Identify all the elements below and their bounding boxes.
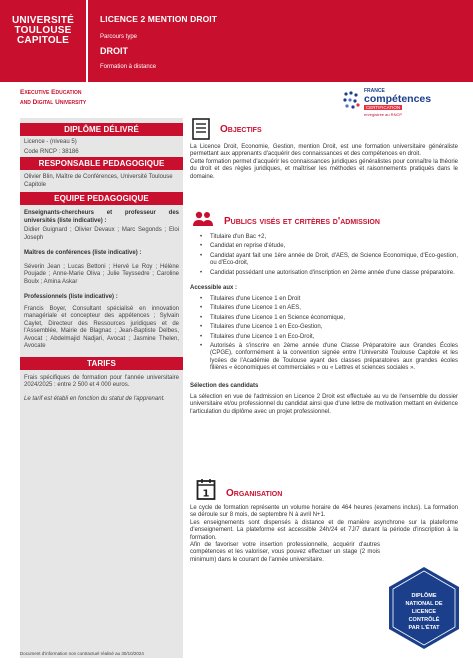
objectifs-title: Objectifs: [220, 124, 262, 135]
logo-line-2: TOULOUSE: [14, 25, 72, 36]
sidebar: [20, 118, 183, 658]
objectifs-p1: La Licence Droit, Economie, Gestion, mention Droit, est une formation universitaire généraliste permettant aux apprenants d'acquérir des connaissances et des compétences en droit.: [190, 144, 458, 158]
svg-text:1: 1: [202, 488, 210, 500]
critere-4: • Candidat possédant une autorisation d'inscription en 2ème année d'une classe préparatoire.: [190, 270, 458, 277]
maitres-list: Séverin Jean ; Lucas Bettoni ; Hervé Le Roy ; Hélène Poujade ; Anne-Marie Oliva ; Julie Teyssedre ; Caroline Boulx ; Amina Askar: [24, 263, 179, 285]
acces-5: • Titulaires d'une Licence 1 en Eco-Droit,: [190, 334, 458, 341]
critere-2: • Candidat en reprise d'étude,: [190, 243, 458, 250]
formation-mode: Formation à distance: [100, 64, 157, 70]
enseignants-subheading: Enseignants-chercheurs et professeur des universités (liste indicative) :: [24, 210, 179, 224]
university-logo: [0, 0, 86, 82]
logo-line-1: UNIVERSITÉ: [11, 15, 74, 26]
logo-line-3: CAPITOLE: [17, 35, 69, 46]
publics-title: Publics visés et critères d'admission: [224, 216, 380, 227]
acces-6: • Autorisés à s'inscrire en 2ème année d'une Classe Préparatoire aux Grandes Écoles (CPGE), conformément à la convention signée entre l'Université Toulouse Capitole et les lycées de l'Académie de Toulouse ayant des classes préparatoires aux grandes écoles filières « économiques et commerciales » ou « Lettres et sciences sociales ».: [190, 343, 458, 373]
organisation-p1: Le cycle de formation représente un volume horaire de 464 heures (examens inclus). La formation se déroule sur 8 mois, de septembre N à avril N+1.: [190, 505, 458, 519]
fc-name: compétences: [364, 93, 432, 105]
organisation-p3: Afin de favoriser votre insertion professionnelle, acquérir d'autres compétences et les valoriser, vous pouvez effectuer un stage (2 mois minimum) dans le courant de l'année universitaire.: [190, 542, 380, 563]
acces-4: • Titulaires d'une Licence 1 en Eco-Gestion,: [190, 324, 458, 331]
responsable-heading: RESPONSABLE PEDAGOGIQUE: [20, 157, 183, 170]
diplome-national-badge: [387, 565, 461, 651]
badge-line-2: NATIONAL DE: [405, 601, 443, 607]
acces-2: • Titulaires d'une Licence 1 en AES,: [190, 305, 458, 312]
acces-label: Accessible aux :: [190, 285, 238, 292]
users-icon: [192, 210, 214, 228]
footer-note: Document d'information non contractuel réalisé au 30/10/2024: [20, 651, 144, 656]
objectifs-p2: Cette formation permet d'acquérir les connaissances juridiques généralistes pour connaître la théorie du droit et des règles juridiques, et maîtriser les méthodes et raisonnements pratiqués dans le domaine.: [190, 158, 458, 180]
france-competences-icon: [342, 90, 362, 112]
calendar-icon: [196, 478, 216, 500]
exec-line-1: Executive Education: [20, 89, 82, 96]
parcours-label: Parcours type: [100, 34, 138, 40]
exec-line-2: and Digital University: [20, 99, 87, 106]
document-icon: [192, 118, 210, 140]
acces-1: • Titulaires d'une Licence 1 en Droit: [190, 296, 458, 303]
header-banner: [88, 0, 473, 82]
tarifs-text: Frais spécifiques de formation pour l'année universitaire 2024/2025 : entre 2 500 et 4 000 euros.: [24, 374, 179, 388]
acces-3: • Titulaires d'une Licence 1 en Science économique,: [190, 315, 458, 322]
critere-1: • Titulaire d'un Bac +2,: [190, 234, 458, 241]
enseignants-list: Didier Guignard ; Olivier Devaux ; Marc Segonds ; Eloi Joseph: [24, 227, 179, 241]
badge-line-1: DIPLÔME: [411, 593, 437, 599]
tarifs-heading: TARIFS: [20, 357, 183, 370]
professionnels-list: Francis Boyer, Consultant spécialisé en innovation managériale et concepteur des appétences ; Sylvain Caylet, Directeur des Ressources juridiques et de l'Assemblée, Mairie de Blagnac ; Jean-Baptiste Delbes, Avocat ; Abdelmajid Nadjari, Avocat ; Jasmine Thelen, Avocate: [24, 305, 179, 349]
critere-3: • Candidat ayant fait une 1ère année de Droit, d'AES, de Science Economique, d'Eco-gestion, ou d'Eco-droit,: [190, 253, 458, 268]
equipe-heading: EQUIPE PEDAGOGIQUE: [20, 192, 183, 205]
fc-registry: enregistrée au RNCP: [364, 112, 403, 117]
fc-cert-badge: CERTIFICATION: [366, 105, 401, 110]
selection-label: Sélection des candidats: [190, 382, 259, 389]
badge-line-5: PAR L'ÉTAT: [408, 625, 440, 631]
responsable-text: Olivier Blin, Maître de Conférences, Université Toulouse Capitole: [24, 174, 173, 188]
badge-line-3: LICENCE: [411, 609, 437, 615]
parcours-name: DROIT: [100, 46, 128, 56]
organisation-p2: Les enseignements sont dispensés à distance et de manière asynchrone sur la plateforme d'enseignement. La plateforme est accessible 24h/24 et 7J/7 durant la période d'inscription à la formation.: [190, 519, 458, 541]
program-title: LICENCE 2 MENTION DROIT: [100, 14, 218, 24]
tarifs-note: Le tarif est établi en fonction du statut de l'apprenant.: [24, 395, 165, 402]
badge-line-4: CONTRÔLÉ: [408, 617, 440, 623]
selection-text: La sélection en vue de l'admission en Licence 2 Droit est effectuée au vu de l'ensemble du dossier universitaire et/ou professionnel du candidat ainsi que d'une lettre de motivation mettant en évidence l'articulation du diplôme avec un projet professionnel.: [190, 393, 458, 415]
diplome-rncp: Code RNCP : 38186: [24, 148, 79, 155]
diplome-level: Licence - (niveau 5): [24, 139, 77, 145]
diplome-heading: DIPLÔME DÉLIVRÉ: [20, 123, 183, 136]
maitres-subheading: Maîtres de conférences (liste indicative) :: [24, 250, 142, 256]
professionnels-subheading: Professionnels (liste indicative) :: [24, 294, 118, 300]
france-competences-logo: [342, 88, 452, 120]
organisation-title: Organisation: [226, 488, 283, 499]
exec-education-label: [20, 88, 86, 108]
fc-france-label: FRANCE: [364, 88, 385, 94]
